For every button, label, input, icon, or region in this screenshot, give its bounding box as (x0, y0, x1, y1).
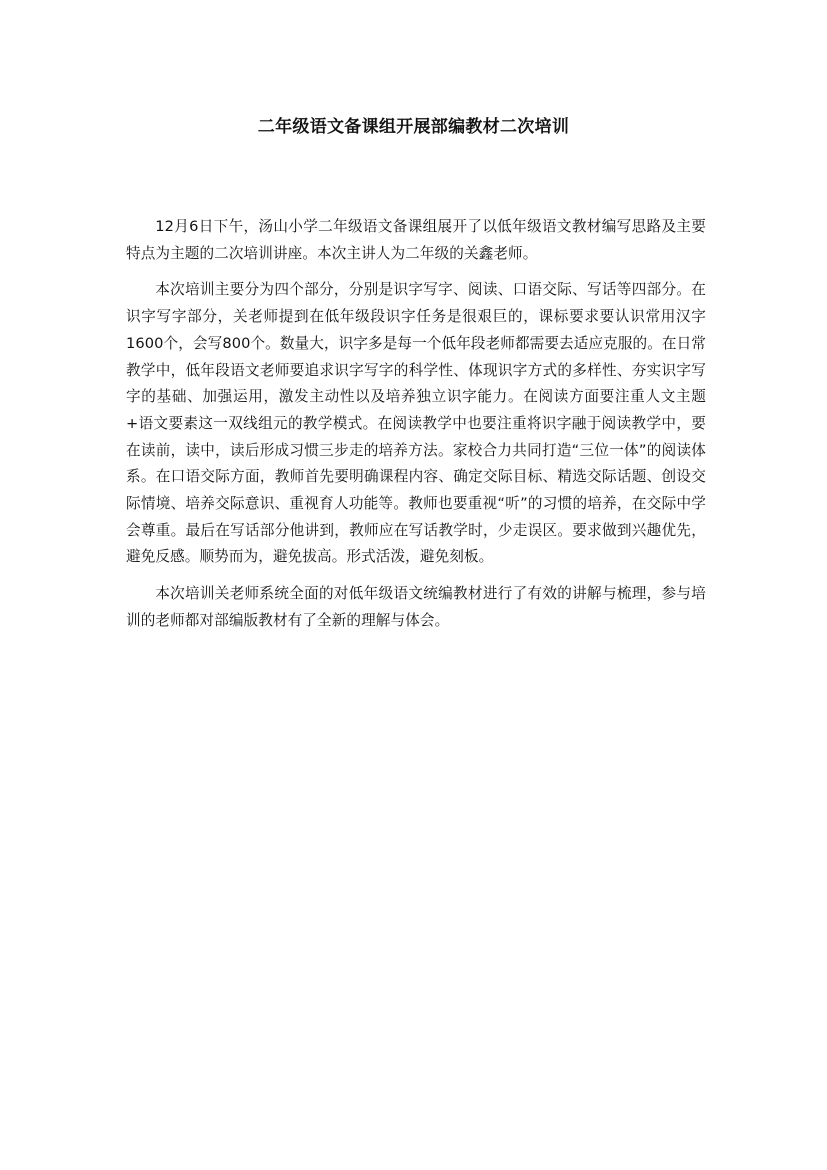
paragraph-intro: 12月6日下午，汤山小学二年级语文备课组展开了以低年级语文教材编写思路及主要特点为主题的二次培训讲座。本次主讲人为二年级的关鑫老师。 (126, 218, 706, 262)
document-title: 二年级语文备课组开展部编教材二次培训 (257, 117, 570, 137)
paragraph-training-content: 本次培训主要分为四个部分，分别是识字写字、阅读、口语交际、写话等四部分。在识字写字部分，关老师提到在低年级段识字任务是很艰巨的，课标要求要认识常用汉字1600个，会写800个。数量大，识字多是每一个低年段老师都需要去适应克服的。在日常教学中，低年段语文老师要追求识字写字的科学性、体现识字方式的多样性、夯实识字写字的基础、加强运用，激发主动性以及培养独立识字能力。在阅读方面要注重人文主题+语文要素这一双线组元的教学模式。在阅读教学中也要注重将识字融于阅读教学中，要在读前，读中，读后形成习惯三步走的培养方法。家校合力共同打造“三位一体”的阅读体系。在口语交际方面，教师首先要明确课程内容、确定交际目标、精选交际话题、创设交际情境、培养交际意识、重视育人功能等。教师也要重视“听”的习惯的培养，在交际中学会尊重。最后在写话部分他讲到，教师应在写话教学时，少走误区。要求做到兴趣优先，避免反感。顺势而为，避免拔高。形式活泼，避免刻板。 (126, 281, 706, 566)
paragraph-summary: 本次培训关老师系统全面的对低年级语文统编教材进行了有效的讲解与梳理，参与培训的老师都对部编版教材有了全新的理解与体会。 (126, 585, 706, 629)
document-body (126, 214, 706, 635)
